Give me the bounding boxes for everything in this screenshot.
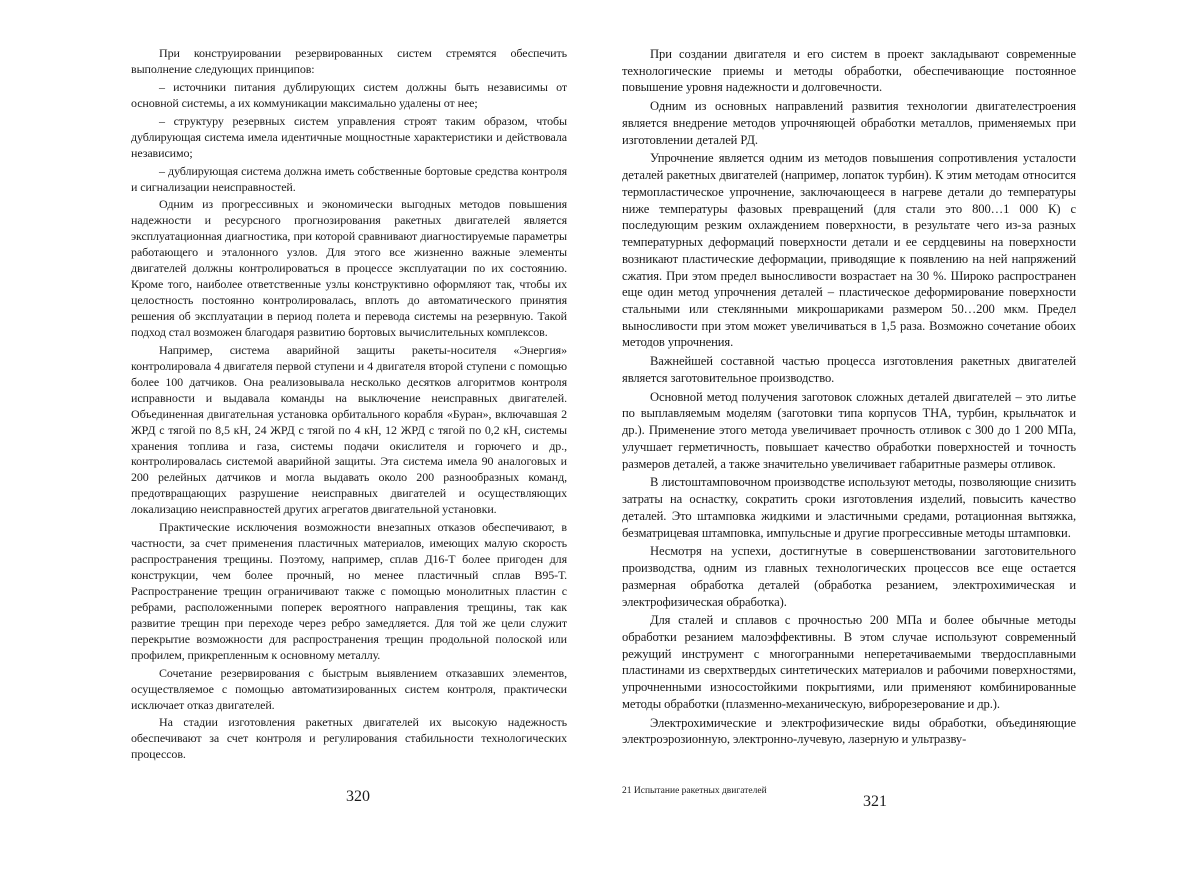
paragraph: Одним из основных направлений развития технологии двигателестроения является внедрение методов упрочняющей обработки металлов, применяемых при изготовлении деталей РД. <box>622 99 1076 147</box>
paragraph: Несмотря на успехи, достигнутые в совершенствовании заготовительного производства, одним из главных технологических процессов все еще остается размерная обработка деталей (обработка резанием, электрохимическая и электрофизическая обработка). <box>622 544 1076 609</box>
paragraph: Сочетание резервирования с быстрым выявлением отказавших элементов, осуществляемое с помощью автоматизированных систем контроля, практически исключает отказ двигателей. <box>131 665 567 712</box>
paragraph: Для сталей и сплавов с прочностью 200 МПа и более обычные методы обработки резанием малоэффективны. В этом случае используют современный режущий инструмент с многогранными неперетачиваемыми твердосплавными пластинами из сверхтвердых синтетических материалов и рабочими поверхностями, упрочненными износостойкими покрытиями, или применяют комбинированные методы обработки (плазменно-механическую, виброрезерование и др.). <box>622 613 1076 711</box>
page-number-left: 320 <box>346 788 370 805</box>
right-text-column <box>622 46 1076 750</box>
paragraph: Основной метод получения заготовок сложных деталей двигателей – это литье по выплавляемым моделям (заготовки типа корпусов ТНА, турбин, крыльчаток и др.). Применение этого метода увеличивает прочность отливок с 300 до 1 200 МПа, улучшает герметичность, повышает качество обработки поверхностей и точность размеров деталей, а также значительно увеличивает габаритные размеры отливок. <box>622 389 1076 471</box>
paragraph: – источники питания дублирующих систем должны быть независимы от основной системы, а их коммуникации максимально удалены от нее; <box>131 79 567 110</box>
paragraph: Одним из прогрессивных и экономически выгодных методов повышения надежности и ресурсного прогнозирования ракетных двигателей является эксплуатационная диагностика, при которой сравнивают диагностируемые параметры работающего и эталонного узлов. Для этого все жизненно важные элементы двигателей должны контролироваться в процессе эксплуатации по их состоянию. Кроме того, наиболее ответственные узлы конструктивно оформляют так, чтобы их целостность постоянно контролировалась, вплоть до автоматического принятия решения об эксплуатации в период полета и перевода системы на резервную. Такой подход стал возможен благодаря развитию бортовых вычислительных комплексов. <box>131 197 567 339</box>
paragraph: – структуру резервных систем управления строят таким образом, чтобы дублирующая система имела идентичные мощностные характеристики и действовала независимо; <box>131 113 567 160</box>
paragraph: Упрочнение является одним из методов повышения сопротивления усталости деталей ракетных двигателей (например, лопаток турбин). К этим методам относится термопластическое упрочнение, заключающееся в нагреве детали до температуры ниже температуры фазовых превращений (для стали это 800…1 000 К) с последующим резким охлаждением поверхности, в результате чего из-за разных температурных деформаций поверхности детали и ее сердцевины на поверхности возникают пластические деформации, приводящие к появлению на ней напряжений сжатия. При этом предел выносливости возрастает на 30 %. Широко распространен еще один метод упрочнения деталей – пластическое деформирование поверхности стальными или стеклянными микрошариками размером 50…200 мкм. Предел выносливости при этом может увеличиваться в 1,5 раза. Возможно сочетание обоих методов упрочнения. <box>622 151 1076 350</box>
right-page <box>600 0 1200 877</box>
paragraph: При конструировании резервированных систем стремятся обеспечить выполнение следующих принципов: <box>131 46 567 76</box>
page-number-right: 321 <box>863 793 887 810</box>
paragraph: Практические исключения возможности внезапных отказов обеспечивают, в частности, за счет применения пластичных материалов, имеющих малую скорость распространения трещины. Поэтому, например, сплав Д16-Т более пригоден для конструкции, чем более прочный, но менее пластичный сплав В95-Т. Распространение трещин ограничивают также с помощью монолитных пластин с ребрами, расположенными поперек вероятного направления трещины, так как развитие трещин при переходе через ребро замедляется. Для той же цели служит перекрытие возможности для распространения трещин продольной полоской или профилем, прикрепленным к основному металлу. <box>131 520 567 662</box>
paragraph: – дублирующая система должна иметь собственные бортовые средства контроля и сигнализации неисправностей. <box>131 163 567 194</box>
paragraph: Например, система аварийной защиты ракеты-носителя «Энергия» контролировала 4 двигателя первой ступени и 4 двигателя второй ступени с помощью более 100 датчиков. Она реализовывала несколько десятков алгоритмов контроля исправности и выдавала команды на выключение неисправных двигателей. Объединенная двигательная установка орбитального корабля «Буран», включавшая 2 ЖРД с тягой по 8,5 кН, 24 ЖРД с тягой по 4 кН, 12 ЖРД с тягой по 0,2 кН, системы хранения топлива и газа, системы подачи окислителя и горючего и др., контролировалась системой аварийной защиты. Эта система имела 90 аналоговых и 200 релейных датчиков и могла выдавать около 200 разнообразных команд, предотвращающих разрушение неисправных двигателей и осуществляющих локализацию неисправностей других агрегатов двигательной установки. <box>131 342 567 517</box>
signature-mark: 21 Испытание ракетных двигателей <box>622 786 767 796</box>
paragraph: На стадии изготовления ракетных двигателей их высокую надежность обеспечивают за счет контроля и регулирования стабильности технологических процессов. <box>131 715 567 762</box>
paragraph: Важнейшей составной частью процесса изготовления ракетных двигателей является заготовительное производство. <box>622 354 1076 385</box>
left-text-column <box>131 46 567 765</box>
paragraph: При создании двигателя и его систем в проект закладывают современные технологические приемы и методы обработки, обеспечивающие постоянное повышение уровня надежности и долговечности. <box>622 47 1076 95</box>
paragraph: В листоштамповочном производстве используют методы, позволяющие снизить затраты на оснастку, сократить сроки изготовления изделий, повысить качество деталей. Это штамповка жидкими и эластичными средами, ротационная вытяжка, безматрицевая штамповка, импульсные и другие прогрессивные методы штамповки. <box>622 475 1076 540</box>
paragraph: Электрохимические и электрофизические виды обработки, объединяющие электроэрозионную, электронно-лучевую, лазерную и ультразву- <box>622 715 1076 747</box>
